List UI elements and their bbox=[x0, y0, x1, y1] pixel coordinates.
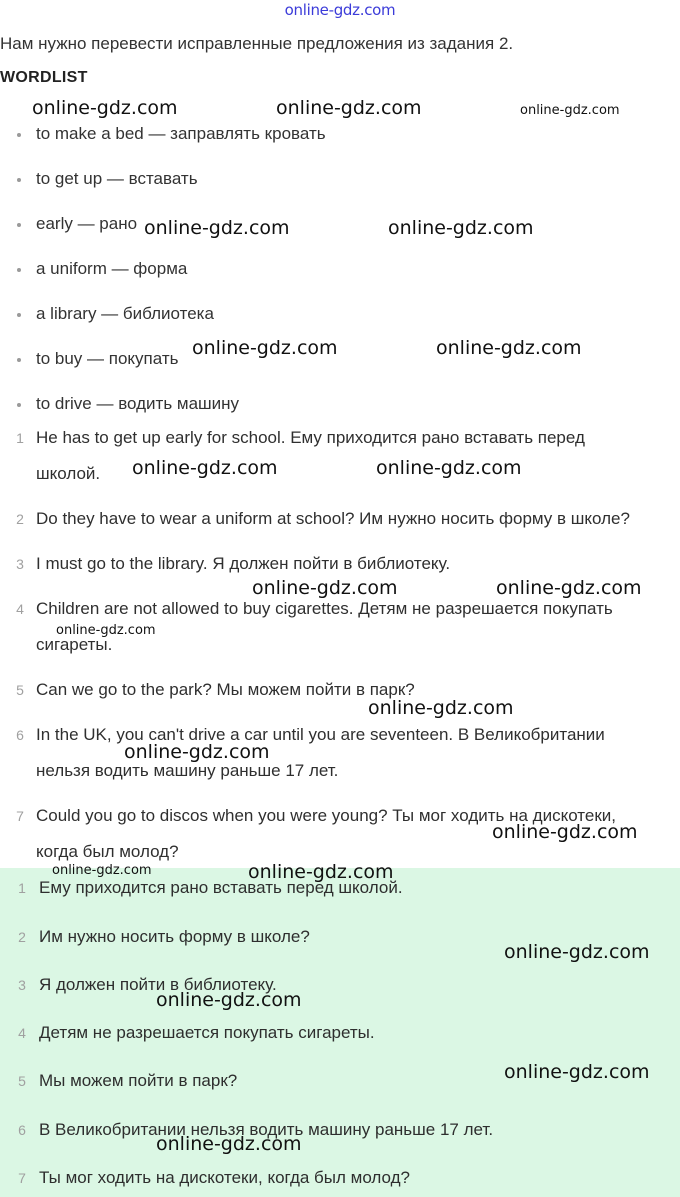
watermark: online-gdz.com bbox=[504, 941, 650, 963]
answer-text: Им нужно носить форму в школе? bbox=[39, 927, 310, 946]
wordlist-item-text: to make a bed — заправлять кровать bbox=[36, 124, 326, 143]
item-number: 6 bbox=[16, 727, 24, 743]
item-number: 3 bbox=[16, 556, 24, 572]
bullet-icon bbox=[17, 178, 21, 182]
watermark: online-gdz.com bbox=[376, 457, 522, 479]
intro-text: Нам нужно перевести исправленные предложения из задания 2. bbox=[0, 34, 514, 53]
watermark: online-gdz.com bbox=[388, 217, 534, 239]
exercise-text: Do they have to wear a uniform at school? Им нужно носить форму в школе? bbox=[36, 509, 630, 528]
exercise-text: He has to get up early for school. Ему приходится рано вставать перед bbox=[36, 428, 585, 447]
watermark: online-gdz.com bbox=[144, 217, 290, 239]
watermark: online-gdz.com bbox=[248, 861, 394, 883]
watermark: online-gdz.com bbox=[156, 989, 302, 1011]
watermark: online-gdz.com bbox=[436, 337, 582, 359]
answer-text: Детям не разрешается покупать сигареты. bbox=[39, 1023, 375, 1042]
watermark: online-gdz.com bbox=[252, 577, 398, 599]
watermark: online-gdz.com bbox=[496, 577, 642, 599]
exercise-text-continued: школой. bbox=[36, 464, 101, 483]
watermark: online-gdz.com bbox=[156, 1133, 302, 1155]
wordlist-item-text: a uniform — форма bbox=[36, 259, 188, 278]
exercise-text-continued: когда был молод? bbox=[36, 842, 179, 861]
exercise-text-continued: нельзя водить машину раньше 17 лет. bbox=[36, 761, 339, 780]
site-link[interactable]: online-gdz.com bbox=[284, 1, 396, 19]
watermark: online-gdz.com bbox=[276, 97, 422, 119]
item-number: 7 bbox=[16, 808, 24, 824]
bullet-icon bbox=[17, 403, 21, 407]
item-number: 3 bbox=[18, 977, 26, 993]
exercise-text-continued: сигареты. bbox=[36, 635, 113, 654]
watermark: online-gdz.com bbox=[56, 623, 156, 638]
answer-text: Ты мог ходить на дискотеки, когда был молод? bbox=[39, 1168, 410, 1187]
exercise-text: Could you go to discos when you were young? Ты мог ходить на дискотеки, bbox=[36, 806, 616, 825]
wordlist-item-text: to buy — покупать bbox=[36, 349, 179, 368]
wordlist-heading: WORDLIST bbox=[0, 69, 88, 86]
item-number: 5 bbox=[18, 1073, 26, 1089]
answer-text: Ему приходится рано вставать перед школой. bbox=[39, 878, 403, 897]
bullet-icon bbox=[17, 358, 21, 362]
watermark: online-gdz.com bbox=[132, 457, 278, 479]
bullet-icon bbox=[17, 133, 21, 137]
exercise-text: Can we go to the park? Мы можем пойти в парк? bbox=[36, 680, 415, 699]
wordlist-item-text: to get up — вставать bbox=[36, 169, 198, 188]
watermark: online-gdz.com bbox=[192, 337, 338, 359]
watermark: online-gdz.com bbox=[368, 697, 514, 719]
watermark: online-gdz.com bbox=[32, 97, 178, 119]
wordlist-item-text: early — рано bbox=[36, 214, 138, 233]
watermark: online-gdz.com bbox=[124, 741, 270, 763]
item-number: 1 bbox=[18, 880, 26, 896]
item-number: 6 bbox=[18, 1122, 26, 1138]
answer-text: Я должен пойти в библиотеку. bbox=[39, 975, 277, 994]
item-number: 4 bbox=[16, 601, 24, 617]
answer-text: В Великобритании нельзя водить машину раньше 17 лет. bbox=[39, 1120, 494, 1139]
watermark: online-gdz.com bbox=[492, 821, 638, 843]
exercise-text: I must go to the library. Я должен пойти в библиотеку. bbox=[36, 554, 451, 573]
wordlist-item-text: a library — библиотека bbox=[36, 304, 214, 323]
wordlist-item-text: to drive — водить машину bbox=[36, 394, 240, 413]
bullet-icon bbox=[17, 313, 21, 317]
watermark: online-gdz.com bbox=[504, 1061, 650, 1083]
item-number: 2 bbox=[16, 511, 24, 527]
bullet-icon bbox=[17, 268, 21, 272]
watermark: online-gdz.com bbox=[520, 103, 620, 118]
exercise-text: In the UK, you can't drive a car until you are seventeen. В Великобритании bbox=[36, 725, 605, 744]
item-number: 2 bbox=[18, 929, 26, 945]
answer-text: Мы можем пойти в парк? bbox=[39, 1071, 238, 1090]
watermark: online-gdz.com bbox=[52, 863, 152, 878]
bullet-icon bbox=[17, 223, 21, 227]
item-number: 7 bbox=[18, 1170, 26, 1186]
item-number: 1 bbox=[16, 430, 24, 446]
item-number: 4 bbox=[18, 1025, 26, 1041]
item-number: 5 bbox=[16, 682, 24, 698]
exercise-text: Children are not allowed to buy cigarettes. Детям не разрешается покупать bbox=[36, 599, 613, 618]
